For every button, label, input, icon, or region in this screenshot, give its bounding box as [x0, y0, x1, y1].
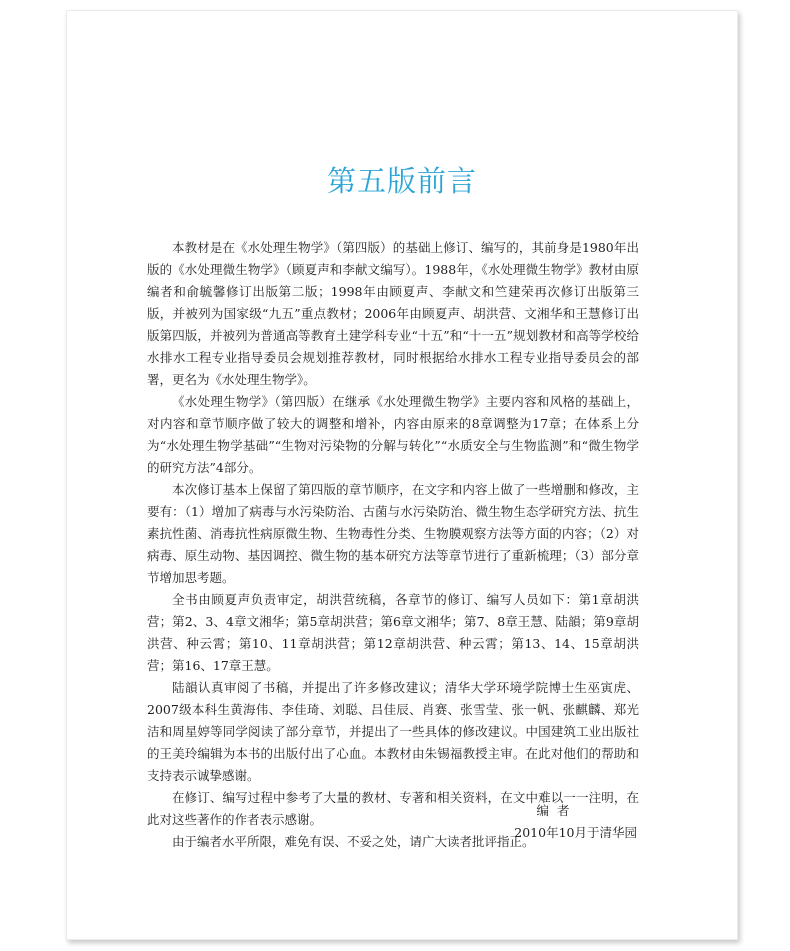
book-page	[66, 10, 738, 940]
date-line: 2010年10月于清华园	[514, 825, 637, 840]
paragraph-1: 本教材是在《水处理生物学》（第四版）的基础上修订、编写的，其前身是1980年出版的《水处理微生物学》（顾夏声和李献文编写）。1988年，《水处理微生物学》教材由原编者和俞毓馨修订出版第二版；1998年由顾夏声、李献文和竺建荣再次修订出版第三版，并被列为国家级“九五”重点教材；2006年由顾夏声、胡洪营、文湘华和王慧修订出版第四版，并被列为普通高等教育土建学科专业“十五”和“十一五”规划教材和高等学校给水排水工程专业指导委员会规划推荐教材，同时根据给水排水工程专业指导委员会的部署，更名为《水处理生物学》。	[147, 240, 639, 387]
paragraph-5: 陆韻认真审阅了书稿，并提出了许多修改建议；清华大学环境学院博士生巫寅虎、2007级本科生黄海伟、李佳琦、刘聪、吕佳辰、肖赛、张雪莹、张一帆、张麒麟、郑光洁和周星婷等同学阅读了部分章节，并提出了一些具体的修改建议。中国建筑工业出版社的王美玲编辑为本书的出版付出了心血。本教材由朱锡福教授主审。在此对他们的帮助和支持表示诚挚感谢。	[147, 680, 639, 783]
paragraph-3: 本次修订基本上保留了第四版的章节顺序，在文字和内容上做了一些增删和修改，主要有：（1）增加了病毒与水污染防治、古菌与水污染防治、微生物生态学研究方法、抗生素抗性菌、消毒抗性病原微生物、生物毒性分类、生物膜观察方法等方面的内容；（2）对病毒、原生动物、基因调控、微生物的基本研究方法等章节进行了重新梳理；（3）部分章节增加思考题。	[147, 482, 639, 585]
author-signature: 编者	[536, 803, 578, 818]
paragraph-2: 《水处理生物学》（第四版）在继承《水处理微生物学》主要内容和风格的基础上，对内容和章节顺序做了较大的调整和增补，内容由原来的8章调整为17章；在体系上分为“水处理生物学基础”“生物对污染物的分解与转化”“水质安全与生物监测”和“微生物学的研究方法”4部分。	[147, 394, 639, 475]
preface-body	[147, 237, 639, 853]
paragraph-6: 在修订、编写过程中参考了大量的教材、专著和相关资料，在文中难以一一注明，在此对这些著作的作者表示感谢。	[147, 790, 639, 827]
signature-block	[447, 800, 637, 844]
page-title: 第五版前言	[326, 164, 477, 198]
paragraph-7: 由于编者水平所限，难免有误、不妥之处，请广大读者批评指正。	[172, 834, 535, 849]
paragraph-4: 全书由顾夏声负责审定，胡洪营统稿，各章节的修订、编写人员如下：第1章胡洪营；第2、3、4章文湘华；第5章胡洪营；第6章文湘华；第7、8章王慧、陆韻；第9章胡洪营、种云霄；第10、11章胡洪营；第12章胡洪营、种云霄；第13、14、15章胡洪营；第16、17章王慧。	[147, 592, 639, 673]
